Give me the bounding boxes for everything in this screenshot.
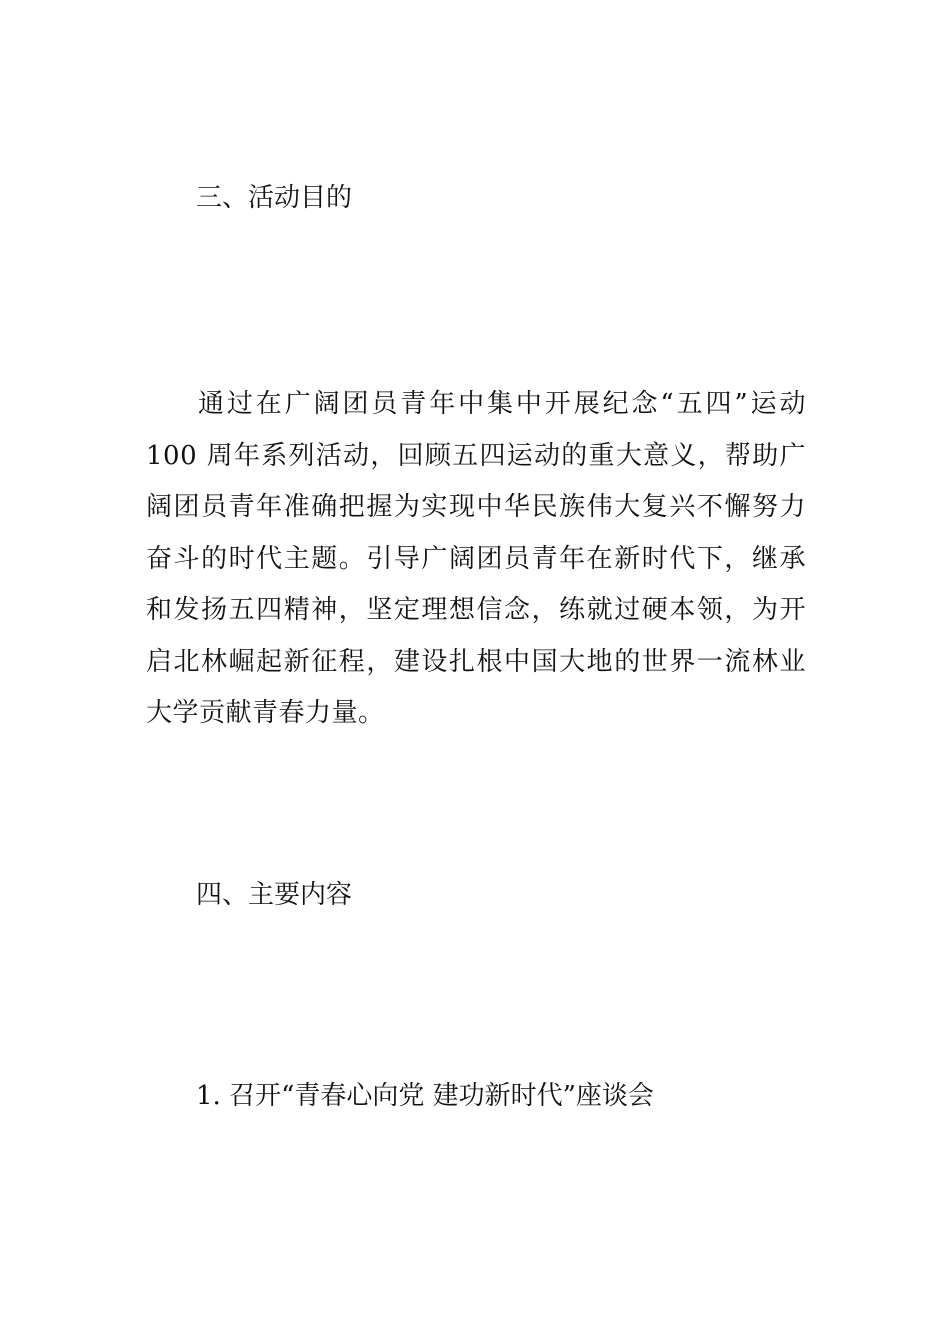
content-item-1: 1. 召开“青春心向党 建功新时代”座谈会 <box>196 1081 654 1111</box>
section-heading-content: 四、主要内容 <box>196 880 353 910</box>
purpose-paragraph: 通过在广阔团员青年中集中开展纪念“五四”运动 100 周年系列活动，回顾五四运动的重大意义，帮助广阔团员青年准确把握为实现中华民族伟大复兴不懈努力奋斗的时代主题。引导广阔团员青年在新时代下，继承和发扬五四精神，坚定理想信念，练就过硬本领，为开启北林崛起新征程，建设扎根中国大地的世界一流林业大学贡献青春力量。 <box>146 389 806 728</box>
section-heading-purpose: 三、活动目的 <box>196 183 353 213</box>
